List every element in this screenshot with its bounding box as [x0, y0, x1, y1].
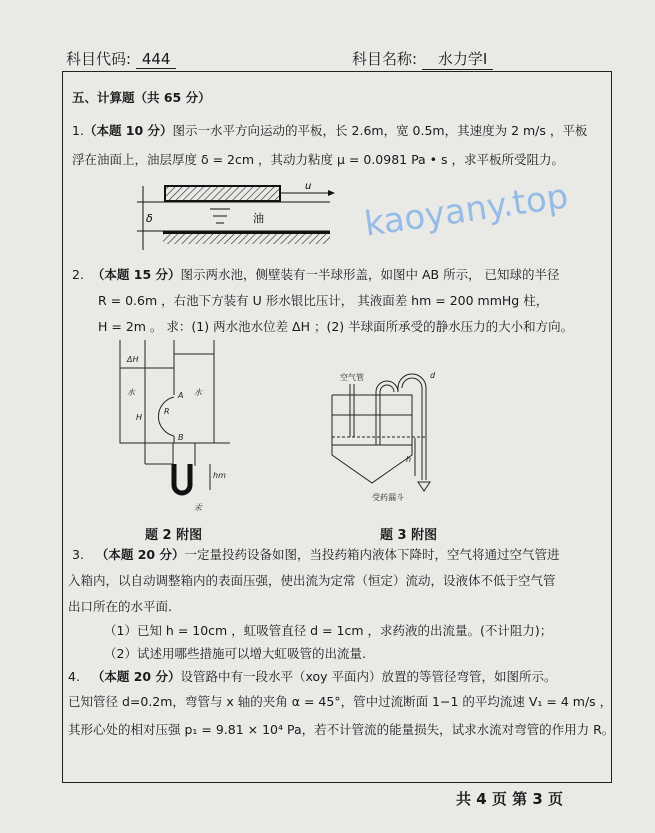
fig2-hm-label: hm: [213, 471, 226, 480]
figure-2-caption: 题 2 附图: [145, 528, 203, 543]
q2-line3: H = 2m 。 求：(1) 两水池水位差 ΔH ；(2) 半球面所承受的静水压力的大小和方向。: [98, 319, 574, 334]
q4-line3: 其形心处的相对压强 p₁ = 9.81 × 10⁴ Pa，若不计管流的能量损失，试求水流对弯管的作用力 R。: [68, 722, 615, 737]
fig3-funnel-label: 受药漏斗: [372, 493, 404, 502]
subject-name-label: 科目名称:: [352, 50, 418, 68]
fig2-h-label: H: [136, 413, 143, 422]
q3-sub1: （1）已知 h = 10cm ，虹吸管直径 d = 1cm ，求药液的出流量。(不计阻力)；: [104, 623, 553, 638]
figure-3-dosing-tank: [320, 370, 455, 505]
fig3-h-label: h: [406, 455, 412, 464]
figure-3-caption: 题 3 附图: [380, 528, 438, 543]
q3-sub2: （2）试述用哪些措施可以增大虹吸管的出流量.: [104, 646, 366, 661]
q3-line1: 3. （本题 20 分）一定量投药设备如图，当投药箱内液体下降时，空气将通过空气管进: [72, 547, 560, 562]
q3-line3: 出口所在的水平面.: [68, 599, 172, 614]
fig2-mercury-label: 汞: [194, 503, 202, 512]
q4-line2: 已知管径 d=0.2m，弯管与 x 轴的夹角 α = 45°，管中过流断面 1−1 的平均流速 V₁ = 4 m/s ，: [68, 694, 613, 709]
q4-line1: 4. （本题 20 分）设管路中有一段水平（xoy 平面内）放置的等管径弯管，如图所示。: [68, 669, 557, 684]
watermark: kaoyany.top: [362, 176, 571, 245]
fig2-r-label: R: [164, 407, 170, 416]
subject-name: [352, 48, 493, 70]
page-footer: 共 4 页 第 3 页: [456, 790, 563, 808]
fig1-oil-label: 油: [253, 212, 264, 225]
fig2-dh-label: ΔH: [127, 355, 139, 364]
figure-1-plate-on-oil: [125, 180, 340, 255]
section-title: 五、计算题（共 65 分）: [72, 90, 211, 105]
q3-line2: 入箱内，以自动调整箱内的表面压强，使出流为定常（恒定）流动，设液体不低于空气管: [68, 573, 556, 588]
fig3-d-label: d: [430, 371, 436, 380]
fig3-air-pipe-label: 空气管: [340, 373, 364, 382]
fig2-a-label: A: [178, 391, 184, 400]
fig1-delta-label: δ: [146, 212, 153, 225]
subject-name-value: 水力学I: [422, 48, 493, 70]
subject-code: [66, 48, 176, 69]
figure-2-two-tanks: [100, 340, 230, 520]
subject-code-value: 444: [136, 50, 177, 69]
q1-line1: 1.（本题 10 分）图示一水平方向运动的平板，长 2.6m，宽 0.5m，其速度为 2 m/s ，平板: [72, 123, 588, 138]
fig2-water-left: 水: [127, 388, 135, 397]
fig1-u-label: u: [305, 181, 312, 192]
q1-line2: 浮在油面上，油层厚度 δ = 2cm ，其动力粘度 μ = 0.0981 Pa • s ，求平板所受阻力。: [72, 152, 565, 167]
q2-line2: R = 0.6m ，右池下方装有 U 形水银比压计， 其液面差 hm = 200 mmHg 柱，: [98, 293, 549, 308]
fig2-water-right: 水: [194, 388, 202, 397]
q2-line1: 2. （本题 15 分）图示两水池，侧壁装有一半球形盖，如图中 AB 所示， 已知球的半径: [72, 267, 560, 282]
subject-code-label: 科目代码:: [66, 50, 132, 68]
fig2-b-label: B: [178, 433, 184, 442]
